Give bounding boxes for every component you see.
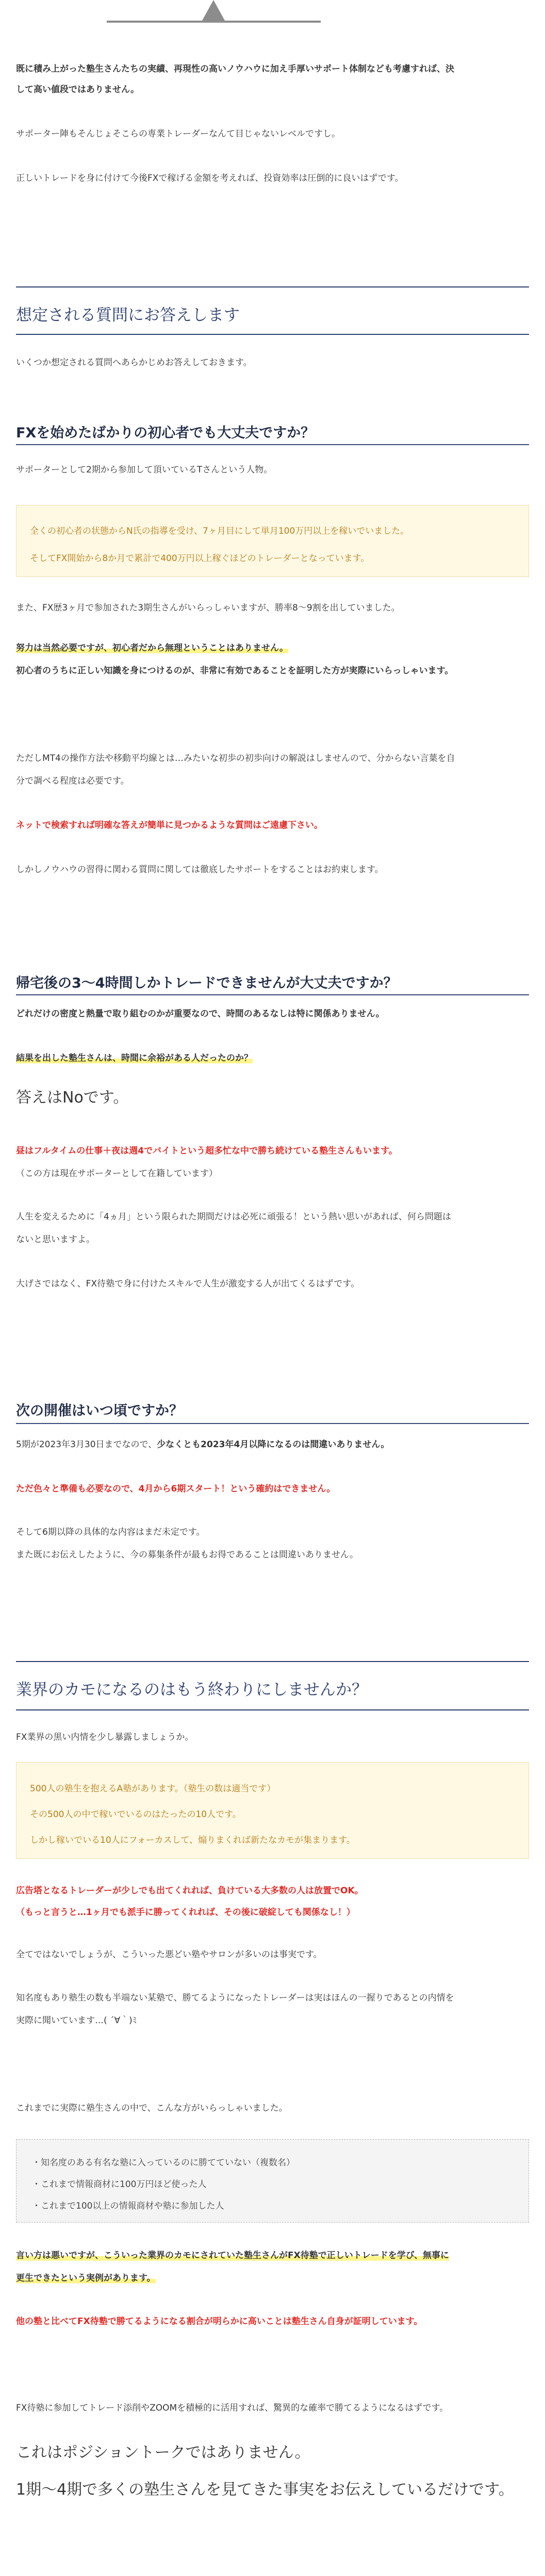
body-text: 結果を出した塾生さんは、時間に余裕がある人だったのか？ — [16, 1053, 253, 1063]
list-item: ・知名度のある有名な塾に入っているのに勝てていない（複数名） — [32, 2158, 295, 2168]
section-divider — [16, 334, 529, 335]
question-title: 帰宅後の3〜4時間しかトレードできませんが大丈夫ですか？ — [16, 975, 398, 991]
divider — [107, 21, 321, 23]
body-text: 更生できたという実例があります。 — [16, 2273, 156, 2283]
section-title: 想定される質問にお答えします — [16, 306, 240, 325]
body-text: FX待塾に参加してトレード添削やZOOMを積極的に活用すれば、驚異的な確率で勝てるようになるはずです。 — [16, 2403, 449, 2413]
intro-text: して高い値段ではありません。 — [16, 84, 140, 95]
body-text: 大げさではなく、FX待塾で身に付けたスキルで人生が激変する人が出てくるはずです。 — [16, 1279, 360, 1289]
section-divider — [16, 1661, 529, 1662]
intro-text: 既に積み上がった塾生さんたちの実績、再現性の高いノウハウに加え手厚いサポート体制なども考慮すれば、決 — [16, 64, 454, 74]
warning-text: ネットで検索すれば明確な答えが簡単に見つかるような質問はご遠慮下さい。 — [16, 820, 323, 831]
body-text: 全てではないでしょうが、こういった悪どい塾やサロンが多いのは事実です。 — [16, 1950, 322, 1960]
intro-text: 正しいトレードを身に付けて今後FXで稼げる金額を考えれば、投資効率は圧倒的に良いはずです。 — [16, 173, 404, 183]
body-text: そして6期以降の具体的な内容はまだ未定です。 — [16, 1527, 205, 1537]
section-divider — [16, 1709, 529, 1710]
body-text: しかしノウハウの習得に関わる質問に関しては徹底したサポートをすることはお約束します。 — [16, 865, 384, 875]
emphasis-text: 1期〜4期で多くの塾生さんを見てきた事実をお伝えしているだけです。 — [16, 2481, 514, 2499]
emphasis-text: これはポジショントークではありません。 — [16, 2444, 310, 2462]
body-text: 初心者のうちに正しい知識を身につけるのが、非常に有効であることを証明した方が実際にいらっしゃいます。 — [16, 666, 454, 676]
question-title: 次の開催はいつ頃ですか？ — [16, 1403, 183, 1419]
up-arrow-icon — [202, 0, 225, 21]
body-text: ただしMT4の操作方法や移動平均線とは…みたいな初歩の初歩向けの解説はしませんので、分からない言葉を自 — [16, 753, 455, 764]
example-list — [16, 2139, 529, 2223]
body-text: ないと思いますよ。 — [16, 1234, 95, 1245]
section-lead: FX業界の黒い内情を少し暴露しましょうか。 — [16, 1732, 194, 1742]
box-line: そしてFX開始から8か月で累計で400万円以上稼ぐほどのトレーダーとなっています。 — [30, 553, 370, 564]
body-text: 知名度もあり塾生の数も半端ない某塾で、勝てるようになったトレーダーは実はほんの一握りであるとの内情を — [16, 1993, 454, 2003]
section-divider — [16, 286, 529, 287]
body-text: 分で調べる程度は必要です。 — [16, 776, 129, 786]
question-title: FXを始めたばかりの初心者でも大丈夫ですか？ — [16, 425, 315, 441]
warning-text: 他の塾と比べてFX待塾で勝てるようになる割合が明らかに高いことは塾生さん自身が証明しています。 — [16, 2316, 423, 2327]
question-underline — [16, 444, 529, 445]
warning-text: 昼はフルタイムの仕事＋夜は週4でバイトという超多忙な中で勝ち続けている塾生さんもいます。 — [16, 1146, 398, 1156]
warning-text: ただ色々と準備も必要なので、4月から6期スタート！という確約はできません。 — [16, 1484, 336, 1494]
body-text: これまでに実際に塾生さんの中で、こんな方がいらっしゃいました。 — [16, 2103, 288, 2113]
box-line: その500人の中で稼いでいるのはたったの10人です。 — [30, 1809, 241, 1820]
highlight-box — [16, 505, 529, 577]
box-line: 500人の塾生を抱えるA塾があります。（塾生の数は適当です） — [30, 1784, 276, 1794]
body-text: （この方は現在サポーターとして在籍しています） — [16, 1168, 218, 1179]
body-text: 努力は当然必要ですが、初心者だから無理ということはありません。 — [16, 643, 289, 653]
box-line: 全くの初心者の状態からN氏の指導を受け、7ヶ月目にして単月100万円以上を稼いでいました。 — [30, 526, 409, 536]
body-text: 人生を変えるために「4ヵ月」という限られた期間だけは必死に頑張る！という熱い思いがあれば、何ら問題は — [16, 1212, 451, 1222]
body-text: 5期が2023年3月30日までなので、少なくとも2023年4月以降になるのは間違いありません。 — [16, 1439, 390, 1450]
list-item: ・これまで情報商材に100万円ほど使った人 — [32, 2179, 207, 2190]
box-line: しかし稼いでいる10人にフォーカスして、煽りまくれば新たなカモが集まります。 — [30, 1835, 355, 1845]
warning-text: 広告塔となるトレーダーが少しでも出てくれれば、負けている大多数の人は放置でOK。 — [16, 1886, 364, 1896]
section-title: 業界のカモになるのはもう終わりにしませんか？ — [16, 1681, 368, 1699]
question-underline — [16, 994, 529, 995]
section-lead: いくつか想定される質問へあらかじめお答えしておきます。 — [16, 358, 252, 368]
body-text: 実際に聞いています…( ´∀｀)ﾐ — [16, 2015, 137, 2026]
question-underline — [16, 1423, 529, 1424]
list-item: ・これまで100以上の情報商材や塾に参加した人 — [32, 2201, 224, 2211]
highlight-box — [16, 1762, 529, 1859]
answer-text: 答えはNoです。 — [16, 1089, 129, 1107]
intro-text: サポーター陣もそんじょそこらの専業トレーダーなんて目じゃないレベルですし。 — [16, 129, 340, 139]
body-text: また、FX歴3ヶ月で参加された3期生さんがいらっしゃいますが、勝率8～9割を出していました。 — [16, 603, 400, 613]
body-text: どれだけの密度と熱量で取り組むのかが重要なので、時間のあるなしは特に関係ありません。 — [16, 1009, 385, 1019]
warning-text: （もっと言うと…1ヶ月でも派手に勝ってくれれば、その後に破綻しても関係なし！） — [16, 1907, 355, 1918]
body-text: また既にお伝えしたように、今の募集条件が最もお得であることは間違いありません。 — [16, 1550, 359, 1560]
body-text: 言い方は悪いですが、こういった業界のカモにされていた塾生さんがFX待塾で正しいトレードを学び、無事に — [16, 2250, 450, 2261]
body-text: サポーターとして2期から参加して頂いているTさんという人物。 — [16, 465, 273, 475]
